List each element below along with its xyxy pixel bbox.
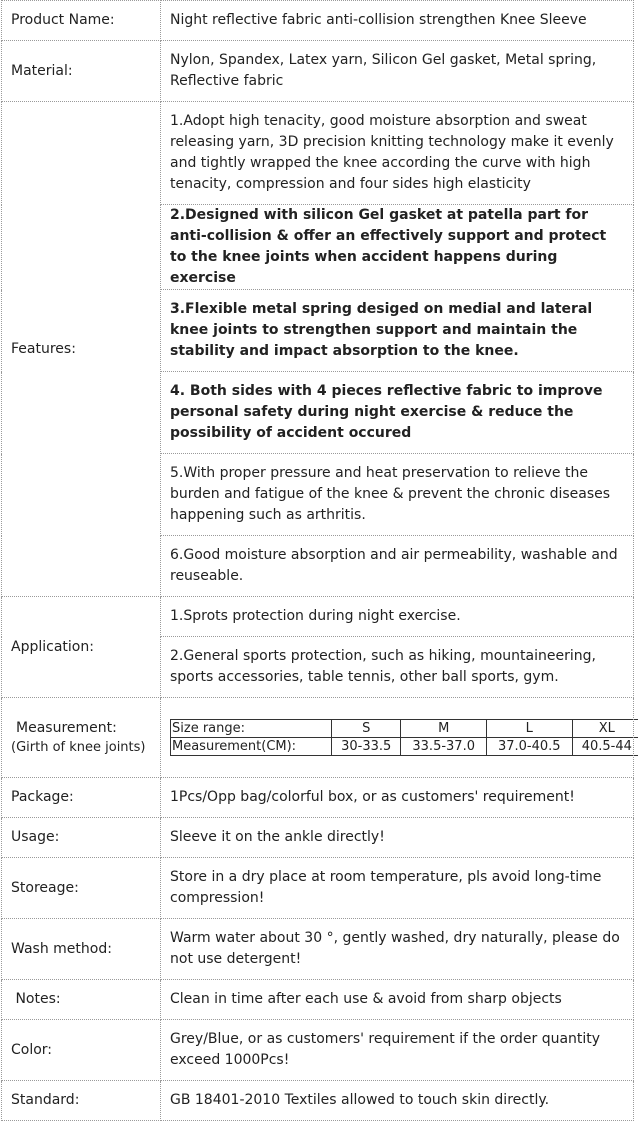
standard-value: GB 18401-2010 Textiles allowed to touch skin directly.: [161, 1081, 634, 1121]
usage-label: Usage:: [2, 818, 161, 858]
size-s-value: 30-33.5: [332, 738, 401, 756]
application-item: 1.Sprots protection during night exercise.: [161, 597, 634, 637]
row-wash: [2, 919, 634, 980]
product-spec-table: [1, 0, 634, 1121]
row-features: [2, 102, 634, 205]
product-name-value: Night reflective fabric anti-collision strengthen Knee Sleeve: [161, 1, 634, 41]
measurement-label-cell: [2, 698, 161, 778]
product-name-label: Product Name:: [2, 1, 161, 41]
package-label: Package:: [2, 778, 161, 818]
material-label: Material:: [2, 41, 161, 102]
size-xl-value: 40.5-44: [572, 738, 638, 756]
size-l-value: 37.0-40.5: [486, 738, 572, 756]
row-color: [2, 1020, 634, 1081]
size-range-label: Size range:: [171, 720, 332, 738]
storage-value: Store in a dry place at room temperature, pls avoid long-time compression!: [161, 858, 634, 919]
feature-item: 2.Designed with silicon Gel gasket at patella part for anti-collision & offer an effectively support and protect to the knee joints when accident happens during exercise: [161, 205, 634, 290]
wash-value: Warm water about 30 °, gently washed, dry naturally, please do not use detergent!: [161, 919, 634, 980]
row-storage: [2, 858, 634, 919]
feature-item: 5.With proper pressure and heat preservation to relieve the burden and fatigue of the knee & prevent the chronic diseases happening such as arthritis.: [161, 454, 634, 536]
color-value: Grey/Blue, or as customers' requirement if the order quantity exceed 1000Pcs!: [161, 1020, 634, 1081]
storage-label: Storeage:: [2, 858, 161, 919]
material-value: Nylon, Spandex, Latex yarn, Silicon Gel gasket, Metal spring, Reflective fabric: [161, 41, 634, 102]
row-material: [2, 41, 634, 102]
row-usage: [2, 818, 634, 858]
notes-value: Clean in time after each use & avoid from sharp objects: [161, 980, 634, 1020]
package-value: 1Pcs/Opp bag/colorful box, or as customers' requirement!: [161, 778, 634, 818]
application-label: Application:: [2, 597, 161, 698]
measurement-label: Measurement:: [16, 719, 117, 736]
standard-label: Standard:: [2, 1081, 161, 1121]
usage-value: Sleeve it on the ankle directly!: [161, 818, 634, 858]
row-package: [2, 778, 634, 818]
row-measurement: [2, 698, 634, 778]
row-product-name: [2, 1, 634, 41]
feature-item: 6.Good moisture absorption and air permeability, washable and reuseable.: [161, 536, 634, 597]
feature-item: 1.Adopt high tenacity, good moisture absorption and sweat releasing yarn, 3D precision knitting technology make it evenly and tightly wrapped the knee according the curve with high tenacity, compression and four sides high elasticity: [161, 102, 634, 205]
row-application: [2, 597, 634, 637]
notes-label: Notes:: [2, 980, 161, 1020]
color-label: Color:: [2, 1020, 161, 1081]
size-range-table: [170, 719, 638, 756]
size-s: S: [332, 720, 401, 738]
feature-item: 4. Both sides with 4 pieces reflective fabric to improve personal safety during night exercise & reduce the possibility of accident occured: [161, 372, 634, 454]
feature-item: 3.Flexible metal spring desiged on medial and lateral knee joints to strengthen support and maintain the stability and impact absorption to the knee.: [161, 290, 634, 372]
size-header-row: [171, 720, 638, 738]
size-m-value: 33.5-37.0: [401, 738, 487, 756]
application-item: 2.General sports protection, such as hiking, mountaineering, sports accessories, table tennis, other ball sports, gym.: [161, 637, 634, 698]
row-standard: [2, 1081, 634, 1121]
size-l: L: [486, 720, 572, 738]
size-m: M: [401, 720, 487, 738]
features-label: Features:: [2, 102, 161, 597]
wash-label: Wash method:: [2, 919, 161, 980]
measurement-value-cell: [161, 698, 634, 778]
size-xl: XL: [572, 720, 638, 738]
measurement-sublabel: (Girth of knee joints): [11, 739, 146, 755]
row-notes: [2, 980, 634, 1020]
measurement-cm-label: Measurement(CM):: [171, 738, 332, 756]
size-values-row: [171, 738, 638, 756]
